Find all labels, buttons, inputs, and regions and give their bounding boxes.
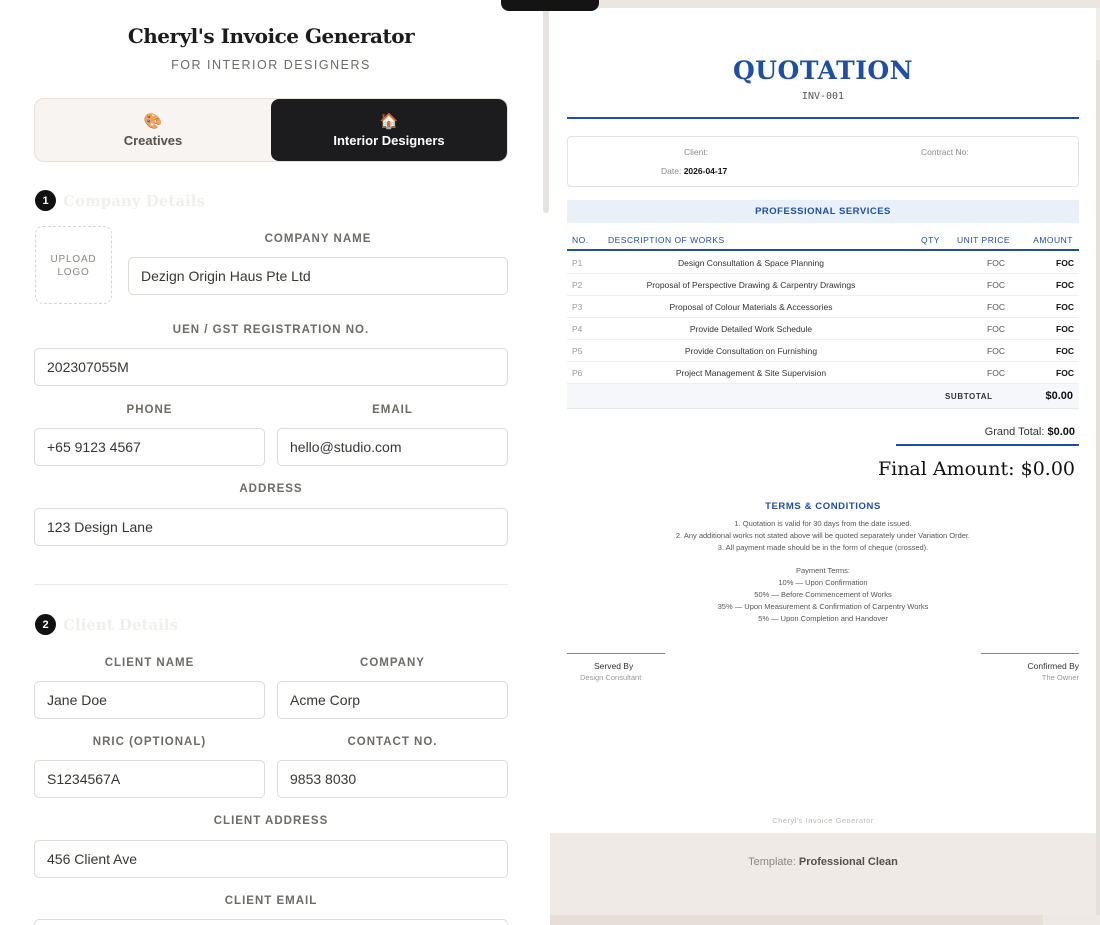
mode-creatives-label: Creatives — [123, 133, 183, 148]
client-company-input[interactable] — [277, 681, 508, 719]
mode-creatives-button[interactable] — [35, 99, 271, 161]
grand-total — [985, 426, 1075, 438]
top-notch — [501, 0, 599, 11]
served-by-label: Served By — [594, 661, 634, 671]
row-description: Proposal of Colour Materials & Accessories — [669, 302, 833, 312]
date-field-label: Date: — [661, 166, 682, 176]
row-amount: FOC — [1056, 280, 1074, 290]
preview-bottom-strip — [550, 915, 1043, 925]
date-field — [661, 166, 727, 176]
step-number-2: 2 — [35, 614, 56, 635]
palette-icon: 🎨 — [143, 113, 163, 130]
client-name-input[interactable] — [34, 681, 265, 719]
row-unit-price: FOC — [987, 280, 1005, 290]
form-scrollbar-thumb[interactable] — [543, 0, 549, 213]
client-address-label: CLIENT ADDRESS — [213, 815, 329, 827]
table-row — [567, 362, 1079, 384]
nric-label: NRIC (OPTIONAL) — [92, 736, 207, 748]
row-amount: FOC — [1056, 346, 1074, 356]
table-row — [567, 296, 1079, 318]
payment-terms-title: Payment Terms: — [795, 566, 851, 575]
row-amount: FOC — [1056, 302, 1074, 312]
phone-label: PHONE — [126, 404, 173, 416]
col-unit-price: UNIT PRICE — [957, 235, 1011, 245]
subtotal-value: $0.00 — [1045, 390, 1073, 402]
row-amount: FOC — [1056, 324, 1074, 334]
template-bar — [550, 833, 1096, 915]
col-description: DESCRIPTION OF WORKS — [608, 235, 725, 245]
mode-switch — [34, 98, 508, 162]
template-label[interactable] — [550, 856, 1096, 868]
payment-term: 50% — Before Commencement of Works — [754, 590, 892, 599]
contact-no-input[interactable] — [277, 760, 508, 798]
client-address-input[interactable] — [34, 840, 508, 878]
terms-line: 1. Quotation is valid for 30 days from the date issued. — [734, 519, 912, 528]
row-amount: FOC — [1056, 258, 1074, 268]
step-number-1: 1 — [35, 190, 56, 211]
grand-total-value: $0.00 — [1047, 426, 1075, 438]
document-title: QUOTATION — [732, 56, 914, 85]
col-no: NO. — [572, 235, 589, 245]
row-description: Project Management & Site Supervision — [675, 368, 827, 378]
contact-no-label: CONTACT NO. — [347, 736, 438, 748]
col-qty: QTY — [921, 235, 940, 245]
served-by-signature — [567, 653, 665, 682]
services-section-title: PROFESSIONAL SERVICES — [567, 200, 1079, 223]
client-details-heading — [35, 614, 178, 635]
confirmed-by-role: The Owner — [1041, 673, 1079, 682]
terms-line: 3. All payment made should be in the form of cheque (crossed). — [717, 543, 929, 552]
uen-input[interactable] — [34, 348, 508, 386]
table-row — [567, 274, 1079, 296]
payment-term: 35% — Upon Measurement & Confirmation of Carpentry Works — [717, 602, 929, 611]
row-description: Provide Detailed Work Schedule — [689, 324, 813, 334]
row-unit-price: FOC — [987, 368, 1005, 378]
mode-interior-designers-button[interactable] — [271, 99, 507, 161]
email-label: EMAIL — [372, 404, 413, 416]
row-description: Proposal of Perspective Drawing & Carpentry Drawings — [646, 280, 856, 290]
company-details-heading — [35, 190, 205, 211]
company-name-input[interactable] — [128, 257, 508, 295]
client-email-label: CLIENT EMAIL — [224, 895, 318, 907]
table-header — [567, 231, 1079, 251]
preview-scrollbar-thumb[interactable] — [1096, 60, 1100, 915]
preview-panel — [550, 0, 1100, 925]
confirmed-by-signature — [981, 653, 1079, 682]
payment-term: 5% — Upon Completion and Handover — [758, 614, 888, 623]
document-number: INV-001 — [801, 91, 845, 102]
row-unit-price: FOC — [987, 346, 1005, 356]
client-company-label: COMPANY — [360, 657, 425, 669]
row-unit-price: FOC — [987, 258, 1005, 268]
table-row — [567, 318, 1079, 340]
served-by-role: Design Consultant — [580, 673, 642, 682]
document-footer-brand: Cheryl's Invoice Generator — [772, 816, 874, 825]
row-no: P1 — [572, 258, 583, 268]
form-panel — [0, 0, 542, 925]
row-unit-price: FOC — [987, 302, 1005, 312]
phone-input[interactable] — [34, 428, 265, 466]
house-icon: 🏠 — [379, 113, 399, 130]
payment-term: 10% — Upon Confirmation — [778, 578, 868, 587]
row-no: P5 — [572, 346, 583, 356]
uen-label: UEN / GST REGISTRATION NO. — [172, 324, 370, 336]
row-amount: FOC — [1056, 368, 1074, 378]
row-no: P3 — [572, 302, 583, 312]
quotation-document — [550, 8, 1096, 833]
upload-logo-button[interactable]: UPLOAD LOGO — [35, 226, 112, 304]
contract-field-label: Contract No: — [921, 147, 969, 157]
confirmed-by-label: Confirmed By — [1027, 661, 1079, 671]
table-row — [567, 252, 1079, 274]
client-name-label: CLIENT NAME — [104, 657, 195, 669]
app-subtitle: FOR INTERIOR DESIGNERS — [171, 58, 371, 72]
client-info-box — [567, 136, 1079, 187]
template-label-prefix: Template: — [748, 856, 796, 868]
grand-total-rule — [896, 444, 1079, 446]
row-no: P2 — [572, 280, 583, 290]
col-amount: AMOUNT — [1033, 235, 1073, 245]
date-value: 2026-04-17 — [683, 166, 728, 176]
terms-line: 2. Any additional works not stated above will be quoted separately under Variation Order. — [675, 531, 971, 540]
client-field-label: Client: — [684, 147, 709, 157]
row-description: Provide Consultation on Furnishing — [684, 346, 818, 356]
section-divider — [34, 584, 508, 585]
address-input[interactable] — [34, 508, 508, 546]
email-input[interactable] — [277, 428, 508, 466]
row-no: P4 — [572, 324, 583, 334]
table-row — [567, 340, 1079, 362]
row-no: P6 — [572, 368, 583, 378]
client-email-input[interactable] — [34, 919, 508, 925]
grand-total-label: Grand Total: — [984, 426, 1045, 438]
company-details-title: Company Details — [63, 191, 205, 210]
mode-interior-designers-label: Interior Designers — [333, 133, 445, 148]
nric-input[interactable] — [34, 760, 265, 798]
subtotal-row — [567, 384, 1079, 409]
final-amount: Final Amount: $0.00 — [877, 458, 1075, 480]
subtotal-label: SUBTOTAL — [945, 392, 993, 401]
template-name: Professional Clean — [798, 856, 898, 868]
company-name-label: COMPANY NAME — [264, 233, 372, 245]
preview-top-strip — [550, 0, 1100, 8]
terms-title: TERMS & CONDITIONS — [765, 501, 881, 512]
title-rule — [567, 117, 1079, 119]
row-unit-price: FOC — [987, 324, 1005, 334]
address-label: ADDRESS — [239, 483, 303, 495]
app-title: Cheryl's Invoice Generator — [127, 24, 415, 48]
client-details-title: Client Details — [63, 615, 178, 634]
row-description: Design Consultation & Space Planning — [677, 258, 824, 268]
